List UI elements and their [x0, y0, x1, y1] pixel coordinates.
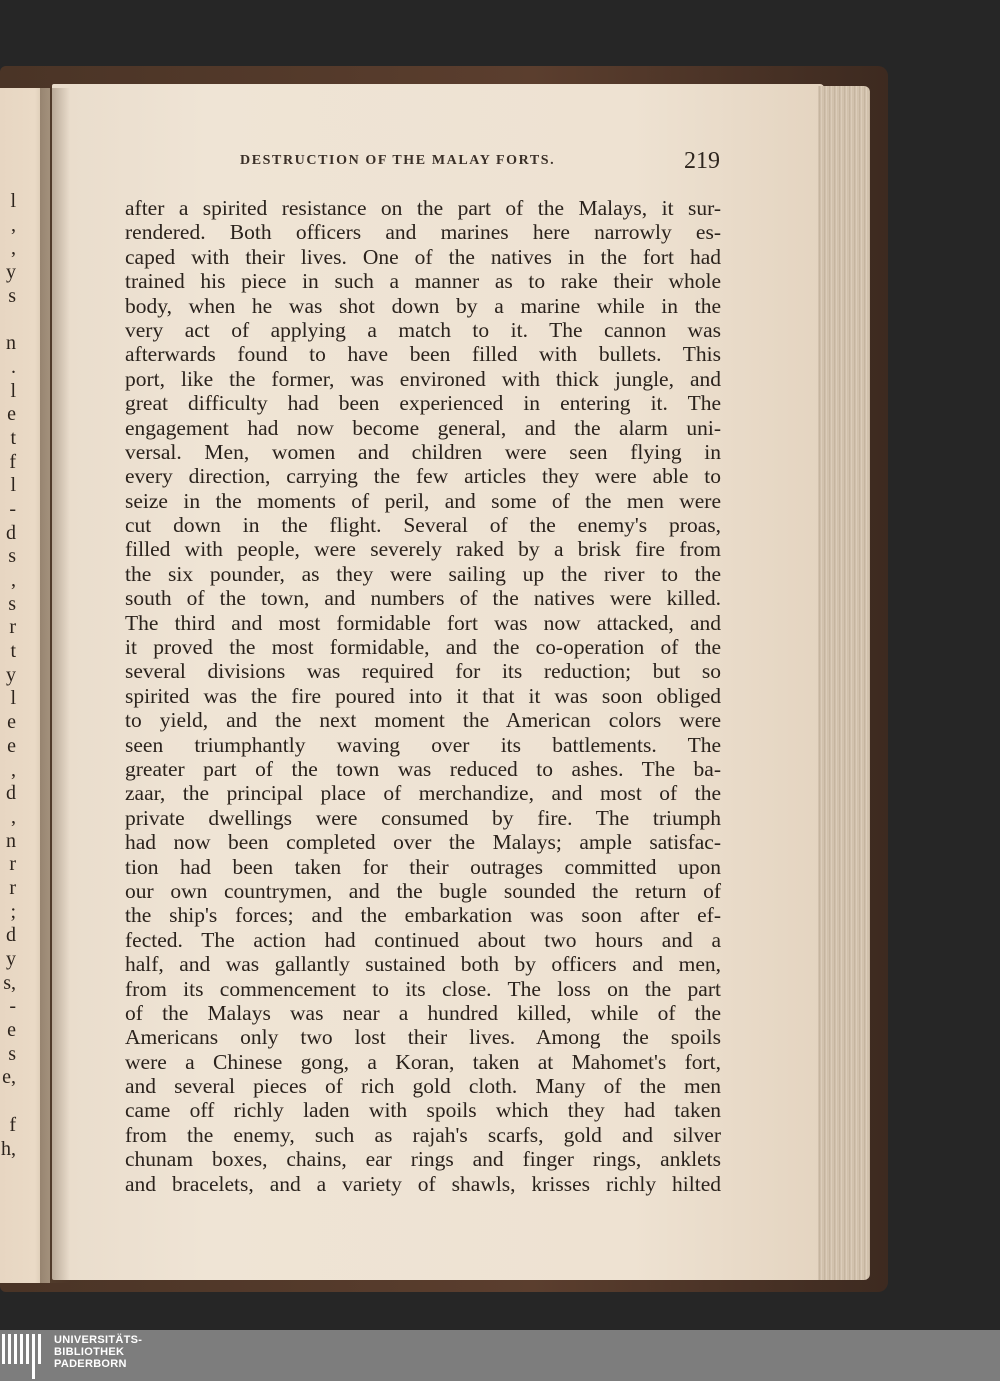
left-edge-fragment: y — [6, 261, 16, 284]
text-line: and bracelets, and a variety of shawls, krisses richly hilted — [125, 1171, 721, 1196]
left-edge-fragment: s — [8, 545, 16, 568]
left-edge-fragment: , — [11, 569, 16, 591]
left-edge-fragment: , — [11, 213, 16, 236]
left-edge-fragment: e — [7, 403, 16, 426]
text-line: Americans only two lost their lives. Among the spoils — [125, 1025, 721, 1050]
text-line: trained his piece in such a manner as to rake their whole — [125, 269, 721, 294]
text-line: from its commencement to its close. The loss on the part — [125, 976, 721, 1001]
left-edge-fragment: s, — [3, 971, 16, 994]
library-logo — [0, 1330, 46, 1381]
text-line: the ship's forces; and the embarkation was soon after ef- — [125, 903, 721, 928]
left-edge-fragment: l — [10, 474, 16, 497]
left-edge-fragment: e — [7, 734, 16, 757]
left-edge-fragment: t — [10, 640, 16, 663]
text-line: private dwellings were consumed by fire. The triumph — [125, 805, 721, 830]
barcode-logo-icon — [0, 1332, 46, 1379]
text-line: body, when he was shot down by a marine while in the — [125, 293, 721, 318]
text-line: very act of applying a match to it. The cannon was — [125, 317, 721, 342]
page-number: 219 — [684, 148, 720, 174]
text-line: had now been completed over the Malays; ample satisfac- — [125, 830, 721, 855]
left-edge-fragment: d — [6, 782, 16, 805]
left-edge-fragment — [0, 1090, 16, 1114]
footer-bar — [0, 1330, 1000, 1381]
text-line: zaar, the principal place of merchandize, and most of the — [125, 781, 721, 806]
left-edge-fragment: y — [6, 663, 16, 686]
text-line: seize in the moments of peril, and some of the men were — [125, 488, 721, 513]
left-edge-fragment: , — [11, 758, 16, 781]
institution-name — [54, 1334, 142, 1370]
left-edge-fragment: l — [10, 687, 16, 710]
text-line: rendered. Both officers and marines here narrowly es- — [125, 220, 721, 245]
left-edge-fragment: n — [6, 829, 16, 852]
text-line: The third and most formidable fort was now attacked, and — [125, 610, 721, 635]
left-edge-fragment: r — [9, 876, 16, 899]
page-block-edges — [818, 86, 870, 1280]
left-edge-fragment: s — [8, 592, 16, 615]
text-line: were a Chinese gong, a Koran, taken at Mahomet's fort, — [125, 1049, 721, 1074]
left-edge-fragment: y — [6, 948, 16, 970]
text-line: every direction, carrying the few articles they were able to — [125, 464, 721, 489]
text-line: great difficulty had been experienced in entering it. The — [125, 391, 721, 416]
text-line: of the Malays was near a hundred killed, while of the — [125, 1000, 721, 1025]
left-edge-fragment: d — [6, 924, 16, 947]
left-edge-fragment: h, — [1, 1137, 16, 1160]
left-edge-fragment: f — [9, 1113, 16, 1136]
text-line: after a spirited resistance on the part of the Malays, it sur- — [125, 196, 721, 220]
left-edge-fragment: r — [9, 853, 16, 876]
text-line: cut down in the flight. Several of the enemy's proas, — [125, 513, 721, 538]
text-line: seen triumphantly waving over its battlements. The — [125, 732, 721, 757]
left-edge-fragment: s — [8, 284, 16, 307]
left-edge-fragment: e — [7, 711, 16, 734]
text-line: engagement had now become general, and the alarm uni- — [125, 415, 721, 440]
left-edge-fragment: e — [7, 1019, 16, 1042]
left-edge-fragment: l — [10, 190, 16, 212]
running-head: DESTRUCTION OF THE MALAY FORTS. — [240, 153, 556, 168]
left-edge-fragment: f — [9, 450, 16, 473]
text-line: half, and was gallantly sustained both by officers and men, — [125, 952, 721, 977]
institution-line: PADERBORN — [54, 1358, 127, 1370]
text-line: it proved the most formidable, and the co-operation of the — [125, 635, 721, 660]
gutter-shadow — [40, 88, 70, 1283]
left-edge-fragment: - — [9, 995, 16, 1018]
text-line: and several pieces of rich gold cloth. Many of the men — [125, 1074, 721, 1099]
left-edge-fragment: r — [9, 616, 16, 639]
left-edge-fragment: n — [6, 332, 16, 355]
page-header — [240, 150, 720, 176]
text-line: versal. Men, women and children were seen flying in — [125, 439, 721, 464]
text-line: to yield, and the next moment the American colors were — [125, 708, 721, 733]
text-line: several divisions was required for its reduction; but so — [125, 659, 721, 684]
left-page-edge-text — [0, 190, 16, 1161]
text-line: came off richly laden with spoils which they had taken — [125, 1098, 721, 1123]
left-edge-fragment: t — [10, 426, 16, 449]
text-line: fected. The action had continued about two hours and a — [125, 927, 721, 952]
institution-line: UNIVERSITÄTS- — [54, 1334, 143, 1346]
left-edge-fragment: . — [11, 355, 16, 378]
text-line: our own countrymen, and the bugle sounded the return of — [125, 878, 721, 903]
institution-line: BIBLIOTHEK — [54, 1346, 125, 1358]
text-line: caped with their lives. One of the natives in the fort had — [125, 244, 721, 269]
text-line: spirited was the fire poured into it that it was soon obliged — [125, 683, 721, 708]
left-edge-fragment: l — [10, 379, 16, 402]
left-edge-fragment: e, — [2, 1066, 16, 1089]
left-edge-fragment: - — [9, 497, 16, 520]
body-text — [125, 196, 721, 1196]
text-line: tion had been taken for their outrages committed upon — [125, 854, 721, 879]
left-edge-fragment: , — [11, 805, 16, 828]
left-edge-fragment: d — [6, 521, 16, 544]
left-edge-fragment: , — [11, 237, 16, 260]
left-edge-fragment: s — [8, 1042, 16, 1065]
left-edge-fragment — [0, 308, 16, 332]
text-line: greater part of the town was reduced to ashes. The ba- — [125, 756, 721, 781]
left-edge-fragment: ; — [10, 900, 16, 923]
text-line: south of the town, and numbers of the natives were killed. — [125, 586, 721, 611]
text-line: filled with people, were severely raked by a brisk fire from — [125, 537, 721, 562]
text-line: port, like the former, was environed with thick jungle, and — [125, 366, 721, 391]
text-line: afterwards found to have been filled with bullets. This — [125, 342, 721, 367]
text-line: from the enemy, such as rajah's scarfs, gold and silver — [125, 1122, 721, 1147]
text-line: the six pounder, as they were sailing up the river to the — [125, 561, 721, 586]
text-line: chunam boxes, chains, ear rings and finger rings, anklets — [125, 1147, 721, 1172]
